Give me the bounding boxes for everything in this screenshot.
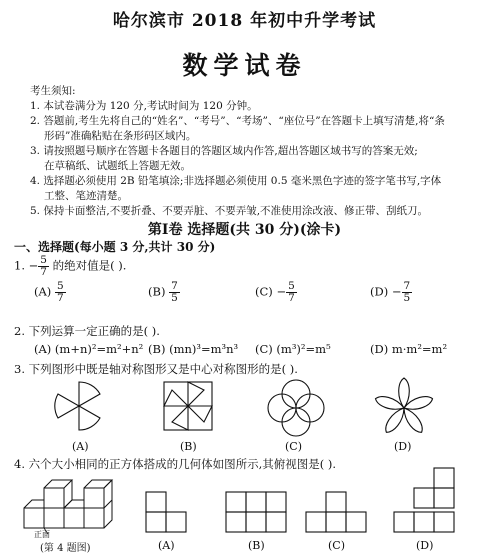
q4-figure-caption: (第 4 题图) [40, 543, 91, 554]
option-den: 5 [403, 292, 411, 304]
section-heading: 一、选择题(每小题 3 分,共计 30 分) [14, 240, 216, 254]
q1-number: 1. [14, 258, 25, 273]
notice-item: 在草稿纸、试题纸上答题无效。 [44, 160, 191, 172]
notice-item: 5. 保持卡面整洁,不要折叠、不要弄脏、不要弄皱,不准使用涂改液、修正带、刮纸刀。 [30, 205, 429, 217]
option-den: 5 [171, 292, 178, 304]
q1-minus: − [28, 258, 39, 273]
option-label: (B) [148, 284, 166, 299]
q3-figure-d [372, 376, 436, 440]
q3-figure-b [160, 378, 216, 434]
q1-option-b [148, 281, 180, 304]
q4-label-b: (B) [248, 539, 265, 552]
part-title: 第Ⅰ卷 选择题(共 30 分)(涂卡) [147, 222, 342, 238]
option-num: 5 [56, 280, 64, 292]
option-fraction [169, 281, 180, 304]
option-label: (C) [255, 284, 273, 299]
notice-item: 2. 答题前,考生先将自己的“姓名”、“考号”、“考场”、“座位号”在答题卡上填写清楚,将“条 [30, 115, 445, 127]
option-num: 5 [288, 280, 295, 292]
q4-label-c: (C) [328, 539, 345, 552]
q4-option-b-view [224, 490, 290, 536]
option-label: (D) [370, 284, 389, 299]
exam-notice [30, 84, 480, 219]
q1-text: 的绝对值是( ). [52, 258, 127, 273]
option-fraction [55, 281, 66, 304]
front-view-label: 正面 [34, 530, 50, 539]
q3-label-c: (C) [285, 440, 302, 453]
notice-item: 1. 本试卷满分为 120 分,考试时间为 120 分钟。 [30, 100, 258, 112]
q4-label-d: (D) [416, 539, 434, 552]
q1-option-d [370, 281, 412, 304]
q2-option-a: (A) (m+n)²=m²+n² [34, 342, 144, 356]
option-sign: − [391, 284, 402, 299]
q2-option-b: (B) (mn)³=m³n³ [148, 342, 239, 356]
q3-label-d: (D) [394, 440, 412, 453]
option-fraction [402, 281, 413, 304]
q4-option-c-view [304, 490, 370, 536]
q3-figure-c [264, 376, 328, 440]
q2-option-d: (D) m·m²=m² [370, 342, 448, 356]
question-2: 2. 下列运算一定正确的是( ). [14, 324, 160, 338]
q4-label-a: (A) [158, 539, 175, 552]
notice-item: 3. 请按照题号顺序在答题卡各题目的答题区域内作答,超出答题区域书写的答案无效; [30, 145, 418, 157]
notice-heading: 考生须知: [30, 85, 76, 97]
q3-label-b: (B) [180, 440, 197, 453]
q1-num: 5 [40, 254, 47, 266]
notice-item: 工整、笔迹清楚。 [44, 190, 128, 202]
option-den: 7 [56, 292, 64, 304]
question-3: 3. 下列图形中既是轴对称图形又是中心对称图形的是( ). [14, 362, 298, 376]
q1-option-c [255, 281, 297, 304]
q1-fraction [38, 255, 49, 278]
q4-option-a-view [144, 490, 190, 536]
question-1 [14, 255, 126, 278]
q1-option-a [34, 281, 66, 304]
notice-item: 形码”准确粘贴在条形码区域内。 [44, 130, 197, 142]
q2-option-c: (C) (m³)²=m⁵ [255, 342, 331, 356]
q3-label-a: (A) [72, 440, 89, 453]
exam-subtitle: 数学试卷 [182, 51, 307, 80]
option-den: 7 [288, 292, 295, 304]
option-fraction [286, 281, 297, 304]
option-num: 7 [171, 280, 178, 292]
option-label: (A) [34, 284, 52, 299]
question-4: 4. 六个大小相同的正方体搭成的几何体如图所示,其俯视图是( ). [14, 457, 337, 471]
option-sign: − [276, 284, 287, 299]
exam-title: 哈尔滨市 2018 年初中升学考试 [112, 11, 377, 31]
q4-option-d-view [392, 466, 458, 536]
option-num: 7 [403, 280, 411, 292]
notice-item: 4. 选择题必须使用 2B 铅笔填涂;非选择题必须使用 0.5 毫米黑色字迹的签字笔书写,字体 [30, 175, 442, 187]
q1-den: 7 [40, 266, 47, 278]
q3-figure-a [44, 378, 114, 434]
